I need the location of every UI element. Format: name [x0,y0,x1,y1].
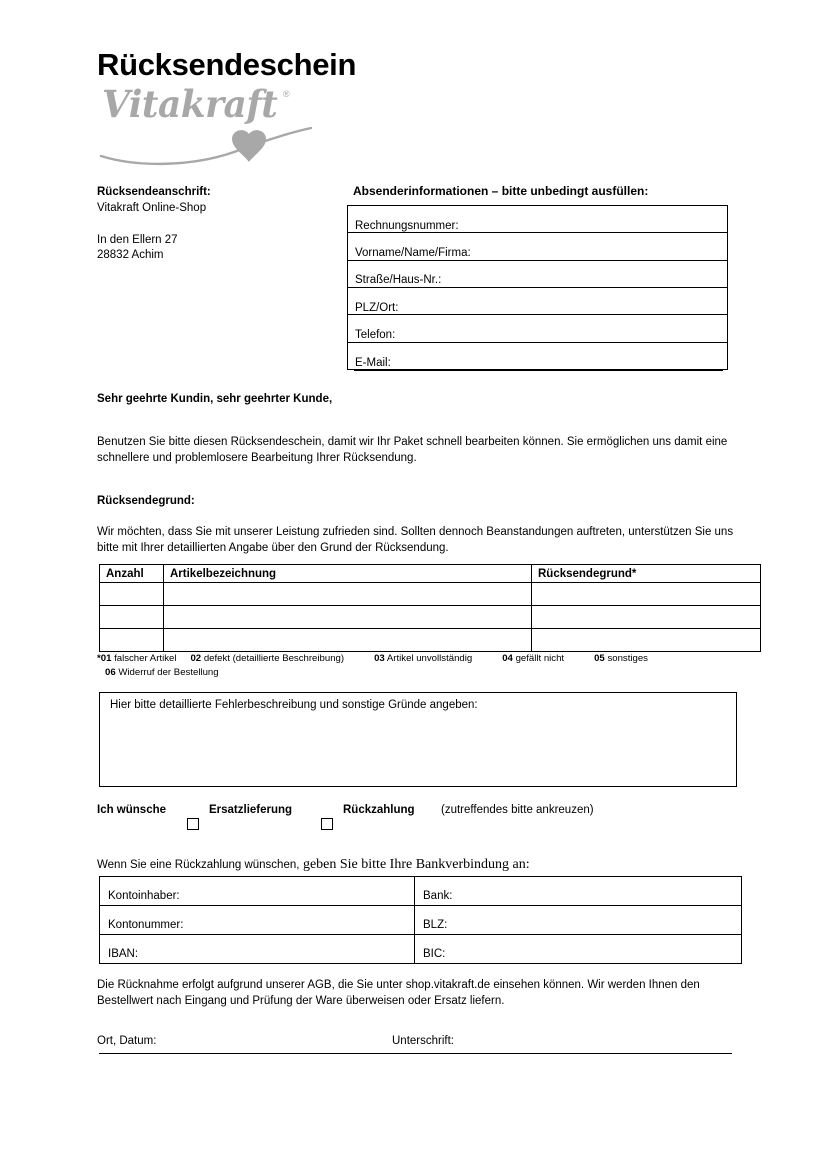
return-address-company: Vitakraft Online-Shop [97,202,207,214]
legend-text-01: falscher Artikel [114,653,177,664]
cell-quantity[interactable] [100,606,164,629]
legend-code-03: 03 [374,653,385,664]
column-header-reason: Rücksendegrund* [532,565,761,583]
bank-cell-account-number[interactable] [100,906,415,935]
sender-info-heading: Absenderinformationen – bitte unbedingt ausfüllen: [353,184,649,198]
bank-cell-iban[interactable] [100,935,415,964]
page-title: Rücksendeschein [97,47,357,82]
checkbox-replacement-delivery[interactable] [187,818,199,830]
field-label-street: Straße/Haus-Nr.: [355,274,442,287]
checkbox-refund[interactable] [321,818,333,830]
field-label-email: E-Mail: [355,357,391,370]
legend-code-06: 06 [105,666,116,678]
legend-text-05: sonstiges [607,653,648,664]
bank-section-heading [97,855,530,873]
bank-cell-account-holder[interactable] [100,877,415,906]
return-reason-heading: Rücksendegrund: [97,495,195,507]
field-label-invoice-number: Rechnungsnummer: [355,219,459,232]
cell-quantity[interactable] [100,629,164,652]
logo-swoosh-heart-icon [99,122,314,168]
field-label-zip-city: PLZ/Ort: [355,301,399,314]
bank-cell-bank-name[interactable] [415,877,742,906]
bank-details-table [99,876,742,964]
table-row[interactable] [100,629,761,652]
column-header-description: Artikelbezeichnung [164,565,532,583]
bank-label-account-number: Kontonummer: [108,919,184,931]
error-description-box[interactable] [99,692,737,787]
bank-heading-part2: geben Sie bitte Ihre Bankverbindung an: [299,857,530,872]
cell-reason[interactable] [532,606,761,629]
wish-instruction-note: (zutreffendes bitte ankreuzen) [441,804,594,816]
bank-label-account-holder: Kontoinhaber: [108,890,180,902]
table-row[interactable] [100,606,761,629]
sender-field-row[interactable] [348,315,727,342]
cell-description[interactable] [164,606,532,629]
cell-description[interactable] [164,629,532,652]
field-label-phone: Telefon: [355,329,396,341]
bank-heading-part1: Wenn Sie eine Rückzahlung wünschen, [97,859,300,871]
registered-trademark-icon: ® [283,89,290,99]
signature-line[interactable] [99,1053,732,1054]
field-underline [354,370,723,371]
bank-row[interactable] [100,906,742,935]
logo-wordmark: Vitakraft [102,82,278,126]
cell-quantity[interactable] [100,583,164,606]
bank-label-bank-name: Bank: [423,890,453,902]
legend-text-02: defekt (detaillierte Beschreibung) [203,653,345,664]
field-label-name: Vorname/Name/Firma: [355,247,471,260]
legend-text-06: Widerruf der Bestellung [118,666,219,678]
legend-asterisk: * [97,653,101,664]
return-address-heading: Rücksendeanschrift: [97,186,211,198]
bank-cell-blz[interactable] [415,906,742,935]
table-row[interactable] [100,583,761,606]
legend-code-05: 05 [594,653,605,664]
column-header-quantity: Anzahl [100,565,164,583]
error-description-hint: Hier bitte detaillierte Fehlerbeschreibung und sonstige Gründe angeben: [110,699,478,711]
signature-label: Unterschrift: [392,1035,454,1047]
return-reason-paragraph: Wir möchten, dass Sie mit unserer Leistung zufrieden sind. Sollten dennoch Beanstandungen auftreten, unterstützen Sie uns bitte mit Ihrer detaillierten Angabe über den Grund der Rücksendung. [97,526,734,555]
intro-paragraph: Benutzen Sie bitte diesen Rücksendeschein, damit wir Ihr Paket schnell bearbeiten können. Sie ermöglichen uns damit eine schnellere und problemlosere Bearbeitung Ihrer Rücksendung. [97,436,728,465]
label-replacement-delivery: Ersatzlieferung [209,804,293,816]
closing-paragraph: Die Rücknahme erfolgt aufgrund unserer AGB, die Sie unter shop.vitakraft.de einsehen können. Wir werden Ihnen den Bestellwert nach Eingang und Prüfung der Ware überweisen oder Ersatz liefern. [97,979,700,1008]
table-header-row [100,565,761,583]
sender-field-row[interactable] [348,343,727,370]
article-table [99,564,761,652]
sender-field-row[interactable] [348,233,727,260]
sender-field-row[interactable] [348,288,727,315]
bank-label-bic: BIC: [423,948,446,960]
sender-field-row[interactable] [348,261,727,288]
legend-code-02: 02 [190,653,202,664]
wish-label: Ich wünsche [97,804,167,816]
legend-code-04: 04 [502,653,513,664]
legend-code-01: 01 [100,653,112,664]
sender-field-row[interactable] [348,206,727,233]
cell-reason[interactable] [532,629,761,652]
reason-code-legend [97,652,742,680]
bank-row[interactable] [100,877,742,906]
place-date-label: Ort, Datum: [97,1035,157,1047]
bank-label-blz: BLZ: [423,919,448,931]
return-address-city: 28832 Achim [97,249,164,261]
label-refund: Rückzahlung [343,804,415,816]
salutation: Sehr geehrte Kundin, sehr geehrter Kunde, [97,393,333,405]
vitakraft-logo [99,82,319,168]
legend-text-04: gefällt nicht [515,653,565,664]
wish-selection-row [97,803,737,837]
bank-cell-bic[interactable] [415,935,742,964]
bank-label-iban: IBAN: [108,948,139,960]
legend-text-03: Artikel unvollständig [386,653,473,664]
cell-reason[interactable] [532,583,761,606]
return-address-street: In den Ellern 27 [97,234,178,246]
cell-description[interactable] [164,583,532,606]
bank-row[interactable] [100,935,742,964]
sender-info-box [347,205,728,370]
